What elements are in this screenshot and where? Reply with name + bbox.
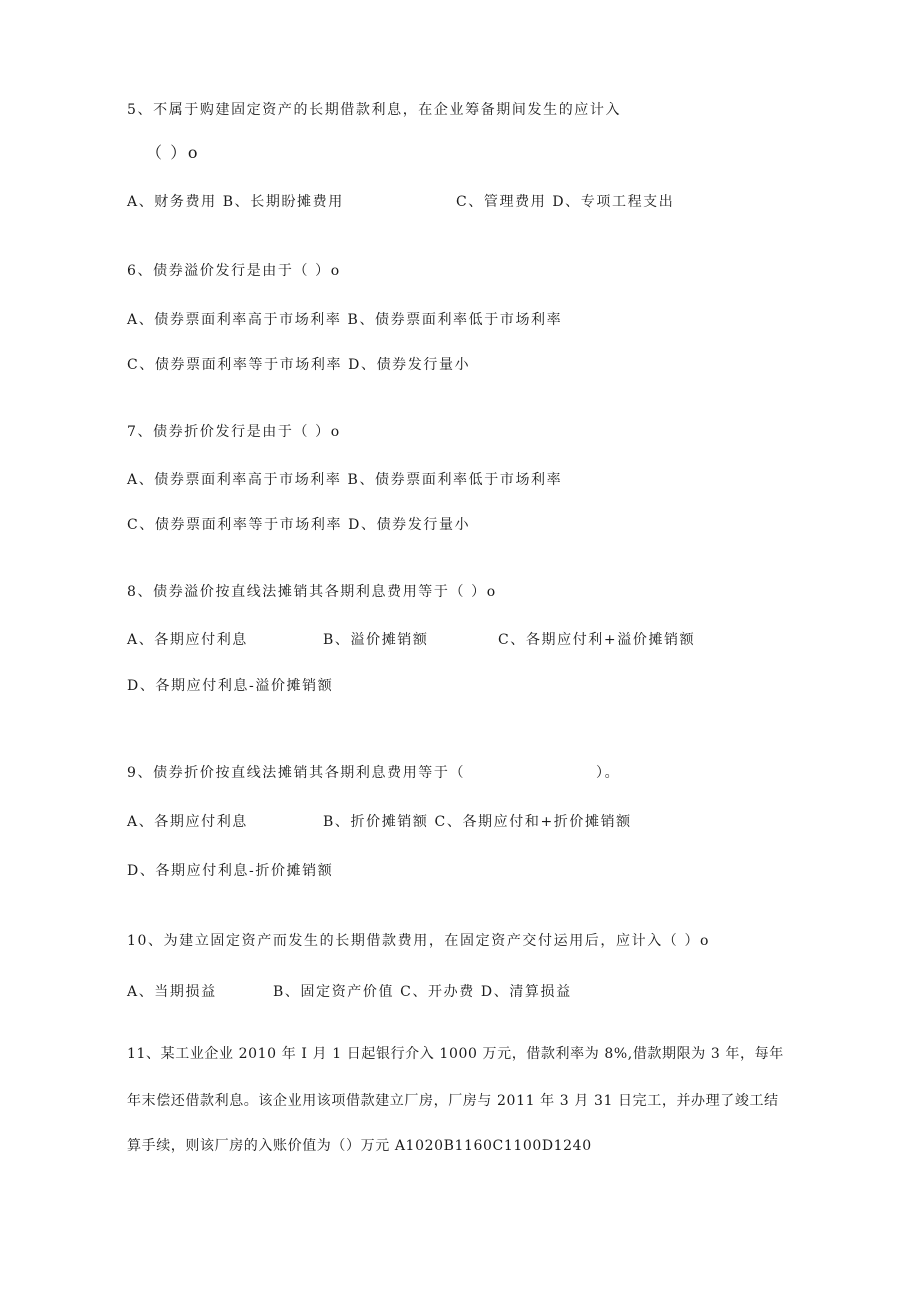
- q9-option-a: A、各期应付利息: [127, 814, 248, 830]
- q6-stem: 6、债券溢价发行是由于（ ）o: [127, 263, 341, 279]
- q7-options-ab: A、债券票面利率高于市场利率 B、债券票面利率低于市场利率: [127, 472, 563, 488]
- q8-option-d: D、各期应付利息-溢价摊销额: [127, 678, 334, 694]
- q8-option-b: B、溢价摊销额: [323, 632, 429, 648]
- q8-stem: 8、债券溢价按直线法摊销其各期利息费用等于（ ）o: [127, 584, 497, 600]
- q6-options-cd: C、债券票面利率等于市场利率 D、债券发行量小: [127, 357, 471, 373]
- q10-option-a: A、当期损益: [127, 984, 217, 1000]
- q5-options-cd: C、管理费用 D、专项工程支出: [456, 194, 675, 210]
- q7-stem: 7、债券折价发行是由于（ ）o: [127, 424, 341, 440]
- q9-stem-end: ）。: [596, 765, 621, 781]
- q8-option-a: A、各期应付利息: [127, 632, 248, 648]
- q9-stem: 9、债券折价按直线法摊销其各期利息费用等于（: [127, 765, 466, 781]
- q8-option-c: C、各期应付利+溢价摊销额: [498, 632, 696, 648]
- q7-options-cd: C、债券票面利率等于市场利率 D、债券发行量小: [127, 517, 471, 533]
- q11-line-3: 算手续，则该厂房的入账价值为（）万元 A1020B1160C1100D1240: [127, 1138, 592, 1154]
- q5-blank: （ ）o: [146, 143, 200, 162]
- q9-options-bc: B、折价摊销额 C、各期应付和+折价摊销额: [323, 814, 632, 830]
- q11-line-2: 年末偿还借款利息。该企业用该项借款建立厂房，厂房与 2011 年 3 月 31 日完工，并办理了竣工结: [127, 1093, 779, 1109]
- q5-stem: 5、不属于购建固定资产的长期借款利息，在企业筹备期间发生的应计入: [127, 102, 622, 118]
- q10-stem: 10、为建立固定资产而发生的长期借款费用，在固定资产交付运用后，应计入（ ）o: [127, 933, 711, 949]
- q5-options-ab: A、财务费用 B、长期盼摊费用: [127, 194, 344, 210]
- q11-line-1: 11、某工业企业 2010 年 I 月 1 日起银行介入 1000 万元，借款利率为 8%,借款期限为 3 年，每年: [127, 1046, 784, 1062]
- q10-options-bcd: B、固定资产价值 C、开办费 D、清算损益: [273, 984, 572, 1000]
- q9-option-d: D、各期应付利息-折价摊销额: [127, 863, 334, 879]
- q6-options-ab: A、债券票面利率高于市场利率 B、债券票面利率低于市场利率: [127, 312, 563, 328]
